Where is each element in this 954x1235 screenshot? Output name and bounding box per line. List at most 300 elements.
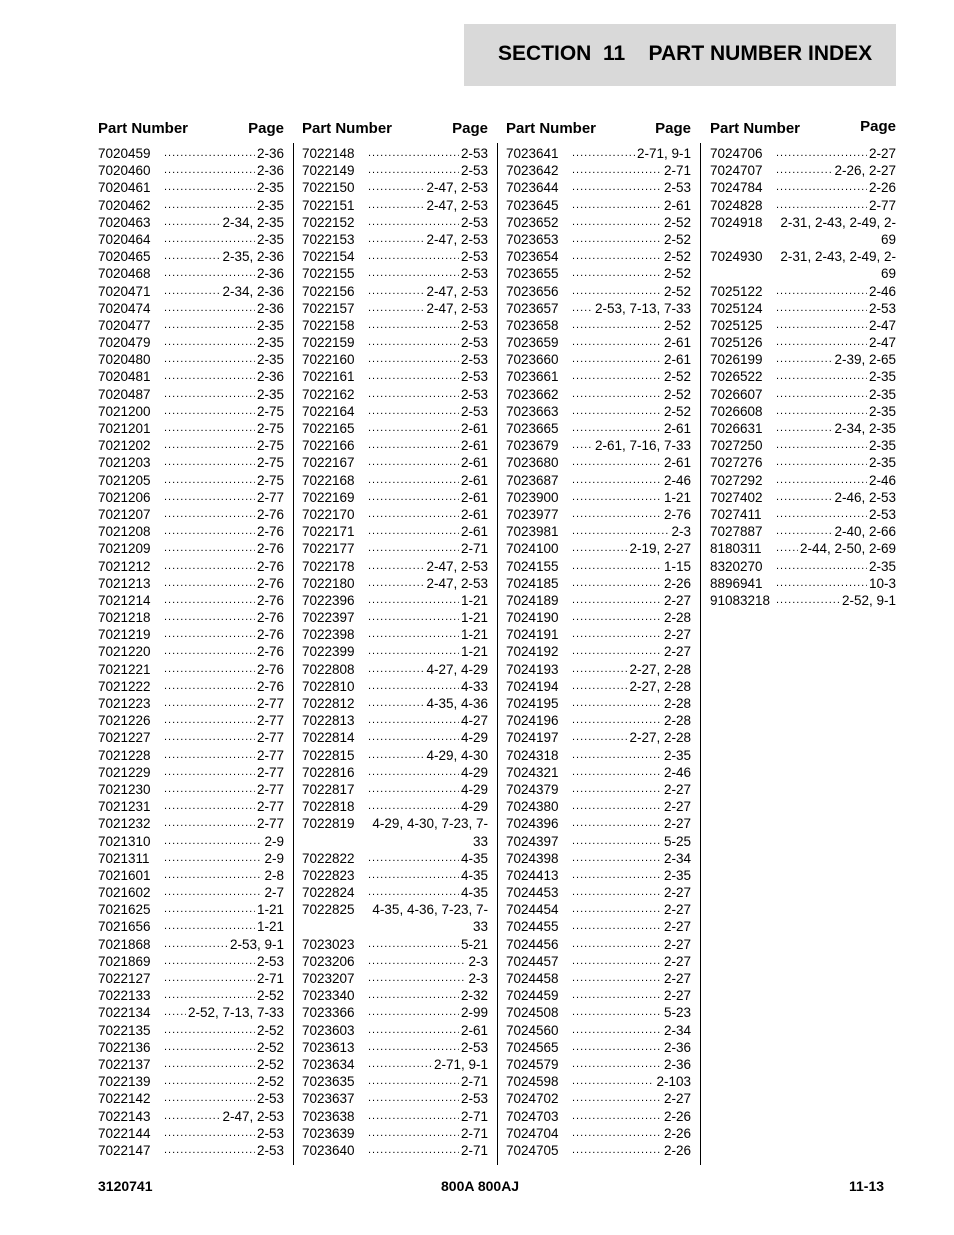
dot-leader bbox=[572, 540, 627, 557]
dot-leader bbox=[776, 300, 867, 317]
index-row bbox=[302, 901, 488, 935]
index-row bbox=[710, 454, 896, 471]
part-number: 7021223 bbox=[98, 696, 151, 711]
part-number: 7022812 bbox=[302, 696, 355, 711]
dot-leader bbox=[164, 867, 262, 884]
page-ref-cell bbox=[776, 558, 896, 575]
part-number: 7023366 bbox=[302, 1005, 355, 1021]
part-number: 7020460 bbox=[98, 163, 151, 179]
dot-leader bbox=[164, 1056, 255, 1073]
page-ref-cell bbox=[164, 368, 284, 385]
page-ref-cell bbox=[368, 231, 488, 248]
page-ref-cell bbox=[164, 764, 284, 781]
index-row bbox=[302, 162, 488, 179]
dot-leader bbox=[368, 884, 459, 901]
page-reference: 2-76 bbox=[256, 575, 284, 591]
page-reference: 2-71 bbox=[460, 1074, 488, 1090]
dot-leader bbox=[368, 747, 424, 764]
index-row bbox=[98, 1039, 284, 1056]
page-ref-cell bbox=[572, 334, 691, 351]
part-number: 7026522 bbox=[710, 369, 763, 385]
footer-model: 800A 800AJ bbox=[441, 1178, 520, 1194]
dot-leader bbox=[368, 506, 459, 523]
dot-leader bbox=[164, 368, 255, 385]
page-ref-cell bbox=[164, 1108, 284, 1125]
dot-leader bbox=[572, 626, 662, 643]
page-reference: 2-47, 2-53 bbox=[426, 283, 488, 299]
part-number: 8896941 bbox=[710, 575, 763, 591]
index-row bbox=[302, 265, 488, 282]
page-ref-cell bbox=[368, 1125, 488, 1142]
page-ref-cell bbox=[164, 231, 284, 248]
part-number: 7021228 bbox=[98, 747, 151, 763]
part-number: 7022157 bbox=[302, 300, 355, 316]
dot-leader bbox=[572, 265, 662, 282]
index-row bbox=[506, 437, 691, 454]
page-ref-cell bbox=[164, 197, 284, 214]
index-row bbox=[98, 317, 284, 334]
page-ref-cell bbox=[368, 489, 488, 506]
dot-leader bbox=[164, 678, 255, 695]
page-ref-cell bbox=[164, 575, 284, 592]
page-reference: 2-71, 9-1 bbox=[636, 146, 691, 161]
part-number: 7020464 bbox=[98, 231, 151, 247]
dot-leader bbox=[164, 403, 255, 420]
page-ref-cell bbox=[368, 472, 488, 489]
dot-leader bbox=[572, 558, 662, 575]
page-reference: 2-46 bbox=[663, 472, 691, 488]
page-reference: 1-21 bbox=[460, 610, 488, 626]
part-number: 7023658 bbox=[506, 317, 559, 333]
part-number: 7023638 bbox=[302, 1108, 355, 1124]
index-row bbox=[98, 643, 284, 660]
index-row bbox=[710, 283, 896, 300]
page-reference: 2-52 bbox=[256, 1022, 284, 1038]
part-number: 7023662 bbox=[506, 386, 559, 402]
page-heading: Page bbox=[860, 118, 896, 135]
part-number: 7024598 bbox=[506, 1074, 559, 1090]
page-reference: 2-27 bbox=[663, 816, 691, 832]
page-ref-cell bbox=[572, 850, 691, 867]
page-ref-cell bbox=[776, 437, 896, 454]
index-row bbox=[302, 317, 488, 334]
dot-leader bbox=[572, 368, 662, 385]
page-reference: 2-47, 2-53 bbox=[426, 558, 488, 574]
part-number: 7023977 bbox=[506, 506, 559, 522]
page-reference: 2-47, 2-53 bbox=[426, 180, 488, 196]
footer-doc-number: 3120741 bbox=[98, 1178, 153, 1194]
page-reference: 1-21 bbox=[460, 592, 488, 608]
part-number: 7024455 bbox=[506, 919, 559, 935]
page-ref-cell bbox=[776, 283, 896, 300]
page-ref-cell bbox=[572, 523, 691, 540]
part-number: 7025126 bbox=[710, 335, 763, 351]
page-reference: 2-53, 7-13, 7-33 bbox=[594, 300, 691, 316]
page-heading: Page bbox=[248, 120, 284, 137]
index-row bbox=[98, 506, 284, 523]
page-ref-cell bbox=[164, 901, 284, 918]
page-ref-cell bbox=[368, 764, 488, 781]
dot-leader bbox=[368, 729, 459, 746]
index-rows bbox=[506, 145, 691, 1159]
index-row bbox=[302, 609, 488, 626]
page-reference: 2-52 bbox=[256, 1039, 284, 1055]
page-ref-cell bbox=[368, 1142, 488, 1159]
page-reference: 2-53 bbox=[868, 300, 896, 316]
page-ref-cell bbox=[164, 953, 284, 970]
dot-leader bbox=[776, 162, 832, 179]
page-ref-cell bbox=[368, 936, 488, 953]
page-ref-cell bbox=[164, 884, 284, 901]
index-row bbox=[98, 558, 284, 575]
dot-leader bbox=[164, 248, 220, 265]
page-reference: 2-36 bbox=[663, 1039, 691, 1055]
index-row bbox=[98, 747, 284, 764]
page-ref-cell bbox=[572, 712, 691, 729]
dot-leader bbox=[572, 798, 662, 815]
part-number: 7024398 bbox=[506, 850, 559, 866]
page-reference: 2-71 bbox=[256, 971, 284, 986]
page-ref-cell bbox=[572, 953, 691, 970]
dot-leader bbox=[776, 368, 867, 385]
page-reference: 2-27, 2-28 bbox=[629, 661, 691, 677]
page-reference: 2-35 bbox=[663, 867, 691, 883]
page-reference: 2-75 bbox=[256, 438, 284, 454]
page-ref-cell bbox=[164, 162, 284, 179]
dot-leader bbox=[368, 867, 459, 884]
index-row bbox=[302, 472, 488, 489]
page-reference: 2-31, 2-43, 2-49, 2-69 bbox=[780, 249, 896, 282]
index-row bbox=[506, 1125, 691, 1142]
page-ref-cell bbox=[164, 489, 284, 506]
index-row bbox=[506, 489, 691, 506]
page-ref-cell bbox=[164, 833, 284, 850]
page-reference: 2-77 bbox=[256, 816, 284, 832]
index-row bbox=[98, 197, 284, 214]
part-number: 7021221 bbox=[98, 661, 151, 677]
page-reference: 2-61 bbox=[460, 524, 488, 540]
part-number: 7022152 bbox=[302, 214, 355, 230]
dot-leader bbox=[368, 162, 459, 179]
part-number: 7022150 bbox=[302, 180, 355, 196]
page-reference: 4-29 bbox=[460, 730, 488, 746]
page-ref-cell bbox=[164, 506, 284, 523]
page-ref-cell bbox=[776, 162, 896, 179]
dot-leader bbox=[164, 300, 255, 317]
page-ref-cell bbox=[368, 575, 488, 592]
page-reference: 2-19, 2-27 bbox=[629, 541, 691, 557]
page-ref-cell bbox=[164, 850, 284, 867]
index-row bbox=[506, 884, 691, 901]
part-number: 7022135 bbox=[98, 1022, 151, 1038]
dot-leader bbox=[776, 334, 867, 351]
page-reference: 2-103 bbox=[656, 1074, 691, 1090]
index-row bbox=[302, 248, 488, 265]
index-row bbox=[506, 248, 691, 265]
part-number: 7024318 bbox=[506, 747, 559, 763]
index-row bbox=[506, 454, 691, 471]
index-row bbox=[506, 420, 691, 437]
dot-leader bbox=[164, 420, 255, 437]
page-ref-cell bbox=[164, 643, 284, 660]
page-ref-cell bbox=[164, 540, 284, 557]
page-reference: 2-53 bbox=[460, 317, 488, 333]
page-reference: 4-27, 4-29 bbox=[426, 661, 488, 677]
dot-leader bbox=[164, 558, 255, 575]
index-row bbox=[302, 1090, 488, 1107]
page-ref-cell bbox=[776, 575, 896, 592]
dot-leader bbox=[368, 936, 459, 953]
page-reference: 4-29 bbox=[460, 764, 488, 780]
page-reference: 2-76 bbox=[663, 506, 691, 522]
page-reference: 5-25 bbox=[663, 833, 691, 849]
part-number: 7023206 bbox=[302, 953, 355, 969]
page-ref-cell bbox=[572, 420, 691, 437]
page-ref-cell bbox=[572, 454, 691, 471]
page-ref-cell bbox=[776, 351, 896, 368]
page-ref-cell bbox=[572, 145, 691, 162]
page-reference: 2-75 bbox=[256, 403, 284, 419]
page-ref-cell bbox=[572, 798, 691, 815]
index-row bbox=[506, 953, 691, 970]
page-ref-cell bbox=[368, 609, 488, 626]
dot-leader bbox=[164, 575, 255, 592]
index-row bbox=[302, 747, 488, 764]
page-reference: 2-61 bbox=[460, 472, 488, 488]
page-reference: 1-21 bbox=[460, 627, 488, 643]
dot-leader bbox=[368, 970, 466, 987]
part-number: 7023661 bbox=[506, 369, 559, 385]
part-number: 7024702 bbox=[506, 1091, 559, 1107]
dot-leader bbox=[164, 1125, 255, 1142]
page-ref-cell bbox=[776, 248, 896, 282]
dot-leader bbox=[368, 489, 459, 506]
page-ref-cell bbox=[572, 918, 691, 935]
dot-leader bbox=[776, 472, 867, 489]
dot-leader bbox=[572, 815, 662, 832]
index-row bbox=[506, 1108, 691, 1125]
page-reference: 2-52 bbox=[663, 386, 691, 402]
dot-leader bbox=[164, 197, 255, 214]
part-number: 7024193 bbox=[506, 661, 559, 677]
index-row bbox=[302, 643, 488, 660]
page-reference: 2-53 bbox=[460, 403, 488, 419]
part-number: 7026608 bbox=[710, 403, 763, 419]
page-ref-cell bbox=[572, 1125, 691, 1142]
part-number: 7022180 bbox=[302, 575, 355, 591]
dot-leader bbox=[368, 472, 459, 489]
index-row bbox=[98, 420, 284, 437]
page-reference: 2-35 bbox=[868, 403, 896, 419]
footer-page-number: 11-13 bbox=[849, 1178, 885, 1194]
part-number: 7020462 bbox=[98, 197, 151, 213]
page-reference: 2-36 bbox=[256, 163, 284, 179]
index-row bbox=[710, 540, 896, 557]
part-number: 7021232 bbox=[98, 816, 151, 832]
page-reference: 2-52 bbox=[663, 317, 691, 333]
index-row bbox=[98, 386, 284, 403]
part-number: 7021227 bbox=[98, 730, 151, 746]
part-number: 7024456 bbox=[506, 936, 559, 952]
page-ref-cell bbox=[368, 179, 488, 196]
page-ref-cell bbox=[776, 300, 896, 317]
page-reference: 2-27 bbox=[663, 627, 691, 643]
page-ref-cell bbox=[572, 214, 691, 231]
page-ref-cell bbox=[572, 884, 691, 901]
part-number: 7022178 bbox=[302, 558, 355, 574]
dot-leader bbox=[776, 283, 867, 300]
dot-leader bbox=[572, 918, 662, 935]
part-number: 8180311 bbox=[710, 541, 762, 557]
page-ref-cell bbox=[368, 1039, 488, 1056]
part-number: 7027292 bbox=[710, 472, 763, 488]
dot-leader bbox=[572, 506, 662, 523]
dot-leader bbox=[164, 1142, 255, 1159]
dot-leader bbox=[368, 1142, 459, 1159]
part-number: 7024185 bbox=[506, 575, 559, 591]
page-reference: 2-35 bbox=[663, 747, 691, 763]
page-reference: 2-26 bbox=[663, 1108, 691, 1124]
index-row bbox=[506, 1090, 691, 1107]
index-row bbox=[302, 179, 488, 196]
index-row bbox=[302, 1056, 488, 1073]
page-ref-cell bbox=[368, 317, 488, 334]
page-reference: 4-35 bbox=[460, 850, 488, 866]
index-row bbox=[98, 1108, 284, 1125]
part-number: 7020461 bbox=[98, 180, 151, 196]
index-row bbox=[710, 317, 896, 334]
page-reference: 2-77 bbox=[256, 799, 284, 815]
index-row bbox=[98, 214, 284, 231]
page-ref-cell bbox=[368, 695, 488, 712]
dot-leader bbox=[572, 300, 593, 317]
part-number: 7023657 bbox=[506, 300, 559, 316]
index-row bbox=[98, 489, 284, 506]
page-reference: 2-36 bbox=[256, 266, 284, 282]
section-title: SECTION 11 PART NUMBER INDEX bbox=[498, 42, 873, 65]
page-reference: 2-26 bbox=[663, 575, 691, 591]
index-row bbox=[506, 867, 691, 884]
dot-leader bbox=[776, 523, 832, 540]
dot-leader bbox=[368, 265, 459, 282]
page-ref-cell bbox=[164, 437, 284, 454]
dot-leader bbox=[164, 901, 255, 918]
page-ref-cell bbox=[572, 506, 691, 523]
page-ref-cell bbox=[368, 815, 488, 849]
page-ref-cell bbox=[776, 506, 896, 523]
page-reference: 2-76 bbox=[256, 610, 284, 626]
page-ref-cell bbox=[572, 867, 691, 884]
page-ref-cell bbox=[164, 300, 284, 317]
dot-leader bbox=[572, 970, 662, 987]
page-reference: 2-27 bbox=[663, 885, 691, 901]
dot-leader bbox=[572, 781, 662, 798]
dot-leader bbox=[164, 523, 255, 540]
page-reference: 2-26 bbox=[663, 1125, 691, 1141]
page-reference: 2-52 bbox=[256, 1074, 284, 1090]
index-row bbox=[302, 798, 488, 815]
dot-leader bbox=[164, 712, 255, 729]
dot-leader bbox=[776, 575, 867, 592]
index-row bbox=[302, 1022, 488, 1039]
part-number: 7024704 bbox=[506, 1125, 559, 1141]
dot-leader bbox=[776, 489, 832, 506]
part-number: 7021200 bbox=[98, 403, 151, 419]
page-heading: Page bbox=[452, 120, 488, 137]
dot-leader bbox=[776, 540, 798, 557]
dot-leader bbox=[368, 1108, 459, 1125]
index-row bbox=[98, 145, 284, 162]
page-ref-cell bbox=[572, 609, 691, 626]
page-ref-cell bbox=[164, 179, 284, 196]
index-row bbox=[98, 953, 284, 970]
part-number: 7021201 bbox=[98, 421, 151, 436]
page-ref-cell bbox=[368, 1108, 488, 1125]
index-row bbox=[506, 918, 691, 935]
page-ref-cell bbox=[368, 867, 488, 884]
page-ref-cell bbox=[164, 798, 284, 815]
dot-leader bbox=[572, 351, 662, 368]
page-ref-cell bbox=[572, 1108, 691, 1125]
part-number: 7021868 bbox=[98, 936, 151, 952]
part-number: 7023656 bbox=[506, 283, 559, 299]
dot-leader bbox=[572, 231, 662, 248]
part-number: 7022813 bbox=[302, 713, 355, 729]
page-reference: 2-52, 7-13, 7-33 bbox=[187, 1005, 284, 1021]
dot-leader bbox=[572, 179, 662, 196]
part-number: 7023680 bbox=[506, 455, 559, 471]
index-row bbox=[302, 626, 488, 643]
part-number: 7027887 bbox=[710, 524, 763, 540]
page-ref-cell bbox=[776, 386, 896, 403]
part-number-heading: Part Number bbox=[98, 120, 189, 137]
page-reference: 2-76 bbox=[256, 558, 284, 574]
index-row bbox=[506, 1022, 691, 1039]
page-reference: 2-28 bbox=[663, 610, 691, 626]
part-number: 7024918 bbox=[710, 214, 763, 230]
column-header bbox=[302, 118, 488, 145]
dot-leader bbox=[164, 334, 255, 351]
dot-leader bbox=[776, 317, 867, 334]
page-ref-cell bbox=[164, 403, 284, 420]
index-row bbox=[710, 162, 896, 179]
index-row bbox=[506, 179, 691, 196]
page-reference: 2-61 bbox=[460, 438, 488, 454]
part-number: 7022161 bbox=[302, 369, 355, 385]
part-number: 7020477 bbox=[98, 317, 151, 333]
index-row bbox=[302, 214, 488, 231]
index-row bbox=[506, 661, 691, 678]
part-number: 7023645 bbox=[506, 197, 559, 213]
part-number: 7027276 bbox=[710, 455, 763, 471]
page-reference: 2-71, 9-1 bbox=[433, 1056, 488, 1072]
index-row bbox=[302, 678, 488, 695]
part-number: 7024191 bbox=[506, 627, 559, 643]
page-reference: 2-61 bbox=[460, 421, 488, 436]
page-ref-cell bbox=[572, 833, 691, 850]
index-row bbox=[506, 334, 691, 351]
page-ref-cell bbox=[572, 300, 691, 317]
page-ref-cell bbox=[164, 936, 284, 953]
page-ref-cell bbox=[368, 884, 488, 901]
index-rows bbox=[302, 145, 488, 1159]
part-number: 7022134 bbox=[98, 1005, 151, 1021]
page-reference: 2-27, 2-28 bbox=[629, 730, 691, 746]
index-row bbox=[302, 506, 488, 523]
page-ref-cell bbox=[164, 265, 284, 282]
page-reference: 2-52 bbox=[663, 369, 691, 385]
index-row bbox=[98, 437, 284, 454]
